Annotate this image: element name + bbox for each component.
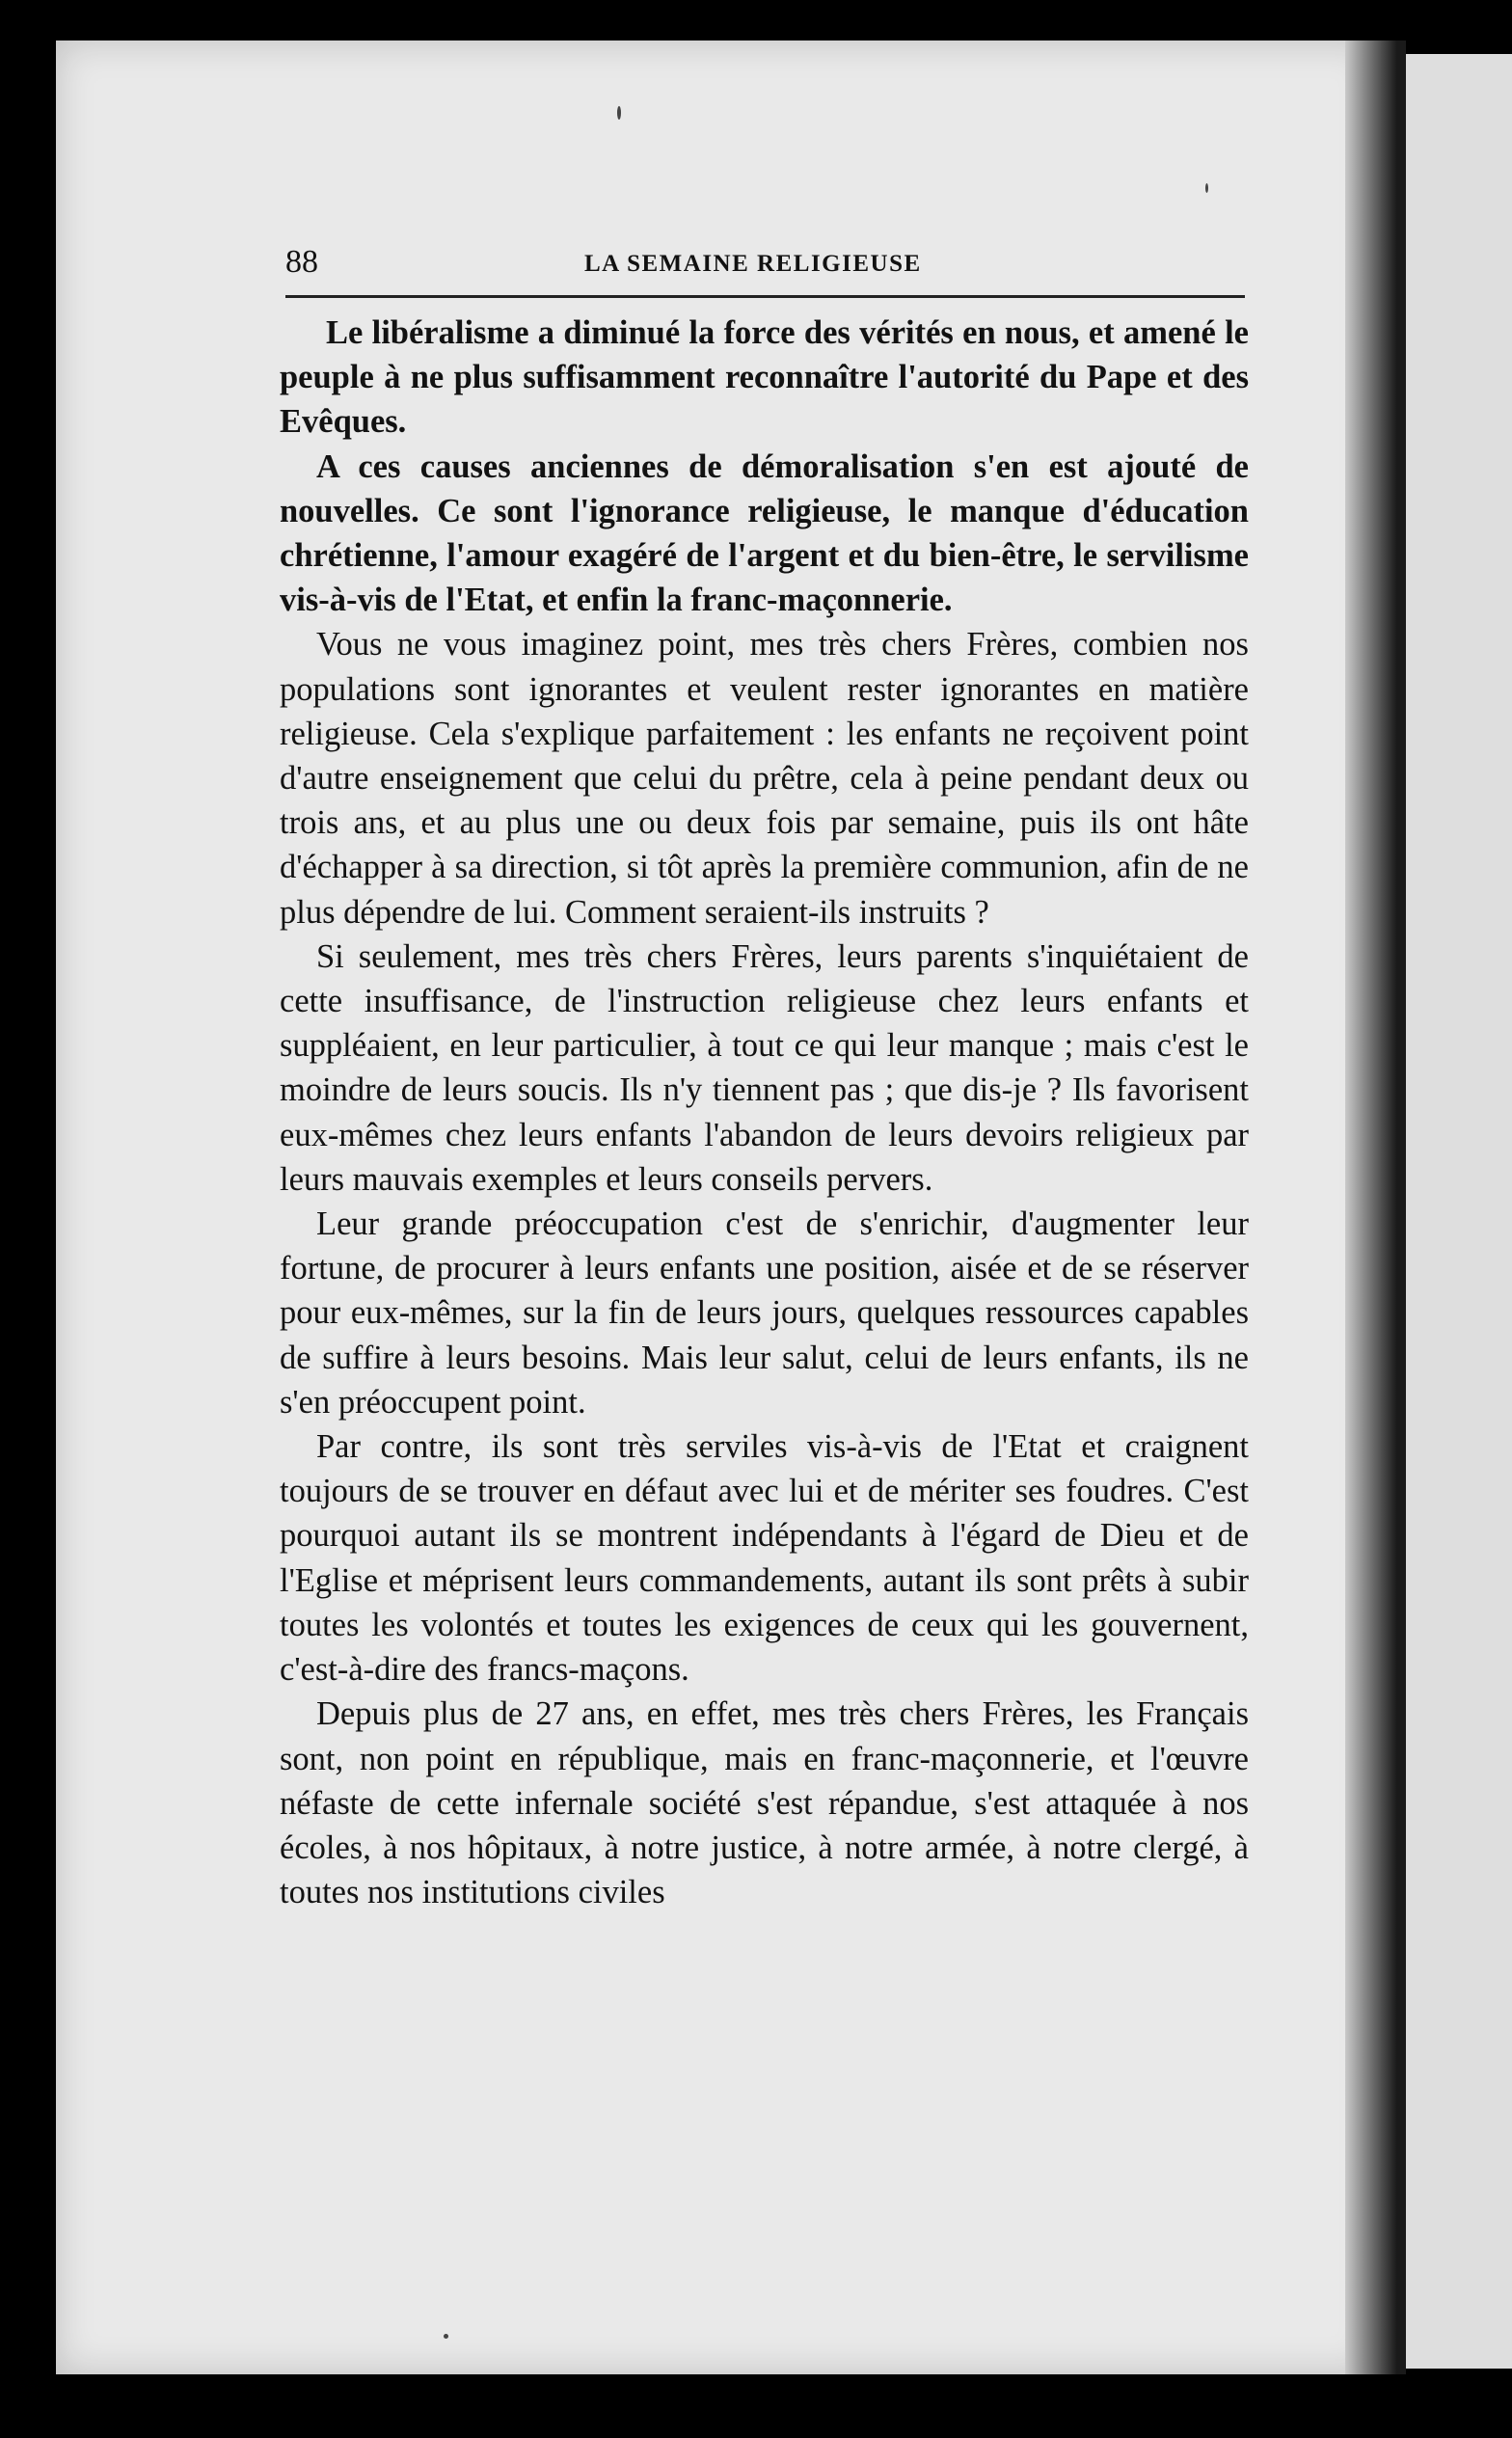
running-title: LA SEMAINE RELIGIEUSE <box>584 251 922 277</box>
paragraph-5: Leur grande préoccupation c'est de s'enrichir, d'augmenter leur fortune, de procurer à leurs enfants une position, aisée et de se réserver pour eux-mêmes, sur la fin de leurs jours, quelques ressources capables de suffire à leurs besoins. Mais leur salut, celui de leurs enfants, ils ne s'en préoccupent point. <box>280 1205 1249 1421</box>
paragraph-1: Le libéralisme a diminué la force des vérités en nous, et amené le peuple à ne plus suffisamment reconnaître l'autorité du Pape et des Evêques. <box>280 314 1249 441</box>
paragraph-2: A ces causes anciennes de démoralisation s'en est ajouté de nouvelles. Ce sont l'ignorance religieuse, le manque d'éducation chrétienne, l'amour exagéré de l'argent et du bien-être, le servilisme vis-à-vis de l'Etat, et enfin la franc-maçonnerie. <box>280 447 1249 619</box>
header-rule <box>285 295 1245 298</box>
adjacent-page-edge <box>1406 54 1512 2369</box>
paragraph-3: Vous ne vous imaginez point, mes très chers Frères, combien nos populations sont ignorantes et veulent rester ignorantes en matière religieuse. Cela s'explique parfaitement : les enfants ne reçoivent point d'autre enseignement que celui du prêtre, cela à peine pendant deux ou trois ans, et au plus une ou deux fois par semaine, puis ils ont hâte d'échapper à sa direction, si tôt après la première communion, afin de ne plus dépendre de lui. Comment seraient-ils instruits ? <box>280 626 1249 931</box>
binding-gutter-shadow <box>1345 41 1406 2374</box>
paragraph-6: Par contre, ils sont très serviles vis-à-vis de l'Etat et craignent toujours de se trouver en défaut avec lui et de mériter ses foudres. C'est pourquoi autant ils se montrent indépendants à l'égard de Dieu et de l'Eglise et méprisent leurs commandements, autant ils sont prêts à subir toutes les volontés et toutes les exigences de ceux qui les gouvernent, c'est-à-dire des francs-maçons. <box>280 1428 1249 1689</box>
scan-speck <box>617 106 621 120</box>
paragraph-7: Depuis plus de 27 ans, en effet, mes très chers Frères, les Français sont, non point en république, mais en franc-maçonnerie, et l'œuvre néfaste de cette infernale société s'est répandue, s'est attaquée à nos écoles, à nos hôpitaux, à notre justice, à notre armée, à notre clergé, à toutes nos institutions civiles <box>280 1695 1249 1911</box>
scan-speck <box>444 2334 448 2339</box>
page-header <box>285 241 1245 291</box>
scan-speck <box>1205 183 1208 193</box>
body-text <box>280 311 1249 1914</box>
paragraph-4: Si seulement, mes très chers Frères, leurs parents s'inquiétaient de cette insuffisance, de l'instruction religieuse chez leurs enfants et suppléaient, en leur particulier, à tout ce qui leur manque ; mais c'est le moindre de leurs soucis. Ils n'y tiennent pas ; que dis-je ? Ils favorisent eux-mêmes chez leurs enfants l'abandon de leurs devoirs religieux par leurs mauvais exemples et leurs conseils pervers. <box>280 937 1249 1198</box>
page-number: 88 <box>285 244 318 280</box>
